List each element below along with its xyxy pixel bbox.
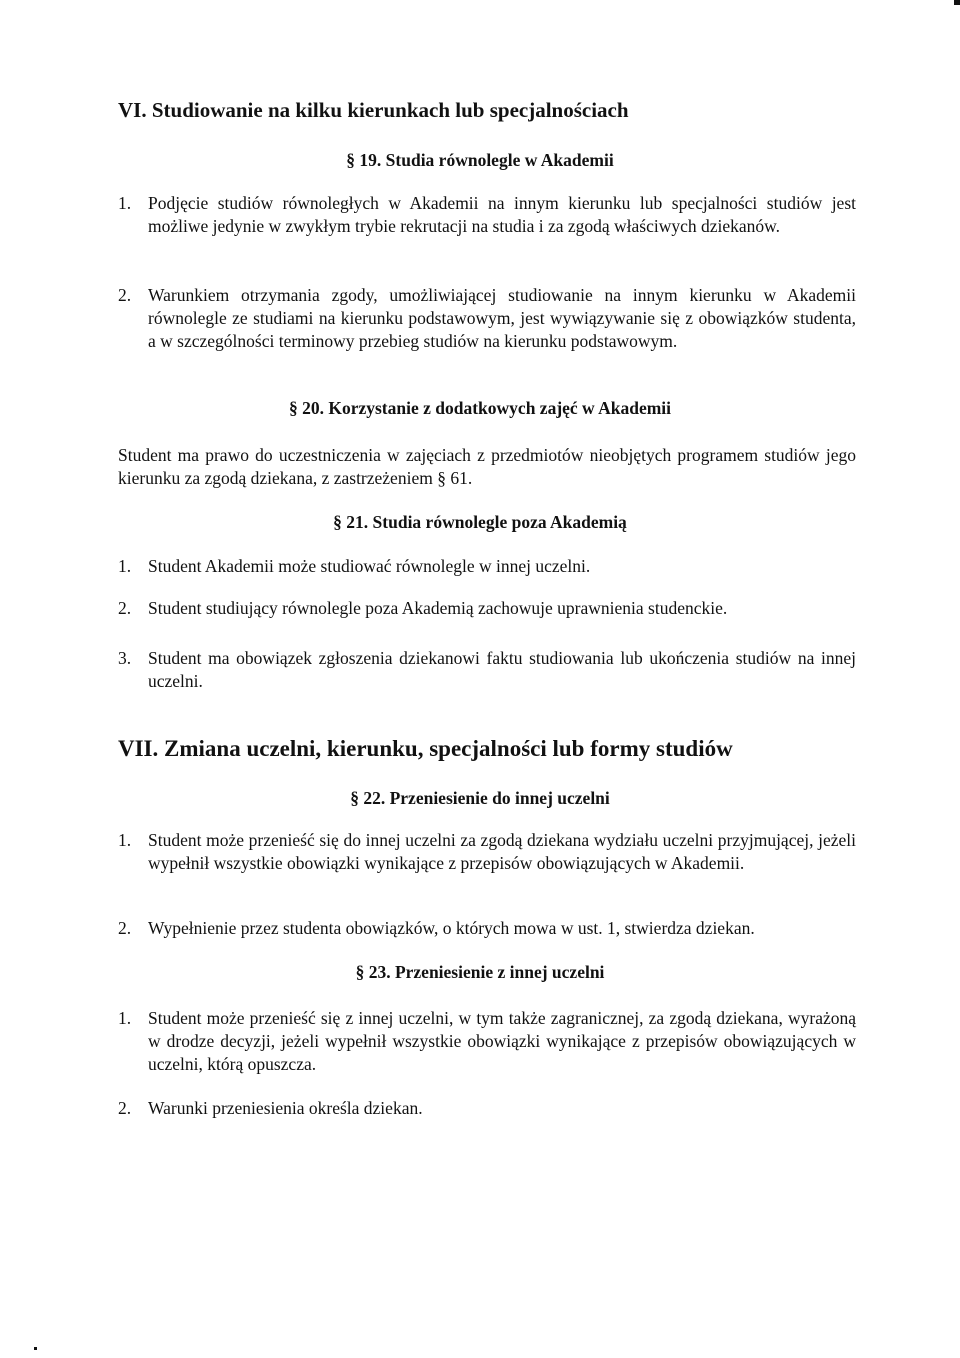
item-text: Wypełnienie przez studenta obowiązków, o których mowa w ust. 1, stwierdza dziekan. — [148, 918, 755, 938]
item-number: 1. — [118, 193, 132, 213]
list-item — [118, 1097, 856, 1120]
list-item — [118, 555, 856, 578]
item-text: Student Akademii może studiować równolegle w innej uczelni. — [148, 556, 591, 576]
section-title: § 21. Studia równolegle poza Akademią — [333, 512, 627, 532]
item-number: 2. — [118, 1098, 132, 1118]
item-text: Student studiujący równolegle poza Akademią zachowuje uprawnienia studenckie. — [148, 598, 728, 618]
item-number: 1. — [118, 556, 132, 576]
section-title: § 20. Korzystanie z dodatkowych zajęć w Akademii — [288, 398, 672, 418]
scan-mark — [954, 0, 960, 5]
item-text: Podjęcie studiów równoległych w Akademii na innym kierunku lub specjalności studiów jest możliwe jedynie w zwykłym trybie rekrutacji na studia i za zgodą właściwych dziekanów. — [148, 193, 856, 236]
list-item — [118, 829, 856, 875]
item-text: Warunki przeniesienia określa dziekan. — [148, 1098, 423, 1118]
item-text: Student może przenieść się do innej uczelni za zgodą dziekana wydziału uczelni przyjmującej, jeżeli wypełnił wszystkie obowiązki wynikające z przepisów obowiązujących w Akademii. — [148, 830, 856, 873]
list-item — [118, 647, 856, 693]
item-number: 2. — [118, 285, 132, 305]
item-text: Warunkiem otrzymania zgody, umożliwiającej studiowanie na innym kierunku w Akademii równolegle ze studiami na kierunku podstawowym, jest wywiązywanie się z obowiązków studenta, a w szczególności terminowy przebieg studiów na kierunku podstawowym. — [148, 285, 856, 351]
item-number: 1. — [118, 830, 132, 850]
item-number: 2. — [118, 598, 132, 618]
section-title: § 22. Przeniesienie do innej uczelni — [350, 788, 610, 808]
scan-mark — [34, 1347, 37, 1350]
item-number: 3. — [118, 648, 132, 668]
chapter-title: VI. Studiowanie na kilku kierunkach lub specjalnościach — [118, 98, 629, 122]
item-text: Student ma obowiązek zgłoszenia dziekanowi faktu studiowania lub ukończenia studiów na innej uczelni. — [148, 648, 856, 691]
section-title: § 23. Przeniesienie z innej uczelni — [355, 962, 605, 982]
item-number: 1. — [118, 1008, 132, 1028]
item-text: Student może przenieść się z innej uczelni, w tym także zagranicznej, za zgodą dziekana, wyrażoną w drodze decyzji, jeżeli wypełnił wszystkie obowiązki wynikające z przepisów obowiązujących w uczelni, którą opuszcza. — [148, 1008, 856, 1074]
paragraph: Student ma prawo do uczestniczenia w zajęciach z przedmiotów nieobjętych programem studiów jego kierunku za zgodą dziekana, z zastrzeżeniem § 61. — [118, 445, 856, 488]
list-item — [118, 1007, 856, 1076]
list-item — [118, 597, 856, 620]
item-number: 2. — [118, 918, 132, 938]
section-title: § 19. Studia równolegle w Akademii — [346, 150, 614, 170]
chapter-title: VII. Zmiana uczelni, kierunku, specjalności lub formy studiów — [118, 736, 733, 761]
list-item — [118, 284, 856, 353]
list-item — [118, 192, 856, 238]
list-item — [118, 917, 856, 940]
